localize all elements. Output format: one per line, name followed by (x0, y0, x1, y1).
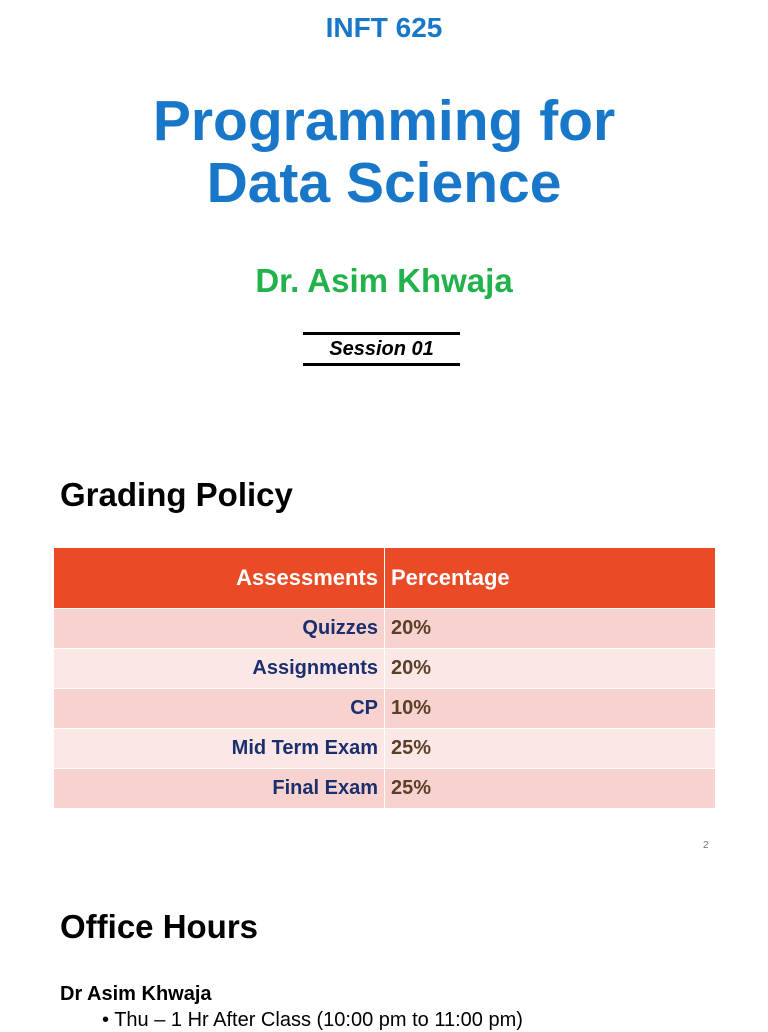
percentage-cell: 25% (385, 729, 716, 769)
instructor-name: Dr. Asim Khwaja (255, 262, 513, 299)
percentage-cell: 20% (385, 609, 716, 649)
course-title-line-1: Programming for (152, 89, 616, 153)
table-row (54, 609, 715, 649)
table-row (54, 689, 715, 729)
table-row (54, 649, 715, 689)
percentage-cell: 20% (385, 649, 716, 689)
office-hours-item: • Thu – 1 Hr After Class (10:00 pm to 11:00 pm) (102, 1009, 523, 1031)
assessment-cell: Final Exam (54, 769, 385, 809)
assessment-cell: Assignments (54, 649, 385, 689)
assessment-cell: Mid Term Exam (54, 729, 385, 769)
slide-number: 2 (703, 840, 709, 851)
session-label: Session 01 (303, 332, 460, 366)
assessment-cell: CP (54, 689, 385, 729)
column-header-percentage: Percentage (385, 548, 716, 609)
grading-table-header-row (54, 548, 715, 609)
office-hours-item-text: Thu – 1 Hr After Class (10:00 pm to 11:00 pm) (114, 1009, 523, 1031)
course-title (0, 90, 768, 214)
office-hours-instructor: Dr Asim Khwaja (60, 983, 212, 1005)
assessment-cell: Quizzes (54, 609, 385, 649)
office-hours-heading: Office Hours (60, 908, 259, 945)
column-header-assessments: Assessments (54, 548, 385, 609)
percentage-cell: 25% (385, 769, 716, 809)
table-row (54, 729, 715, 769)
course-title-line-2: Data Science (206, 151, 562, 215)
grading-policy-heading: Grading Policy (60, 476, 293, 513)
table-row (54, 769, 715, 809)
grading-table (54, 548, 715, 808)
percentage-cell: 10% (385, 689, 716, 729)
course-code: INFT 625 (325, 12, 443, 43)
